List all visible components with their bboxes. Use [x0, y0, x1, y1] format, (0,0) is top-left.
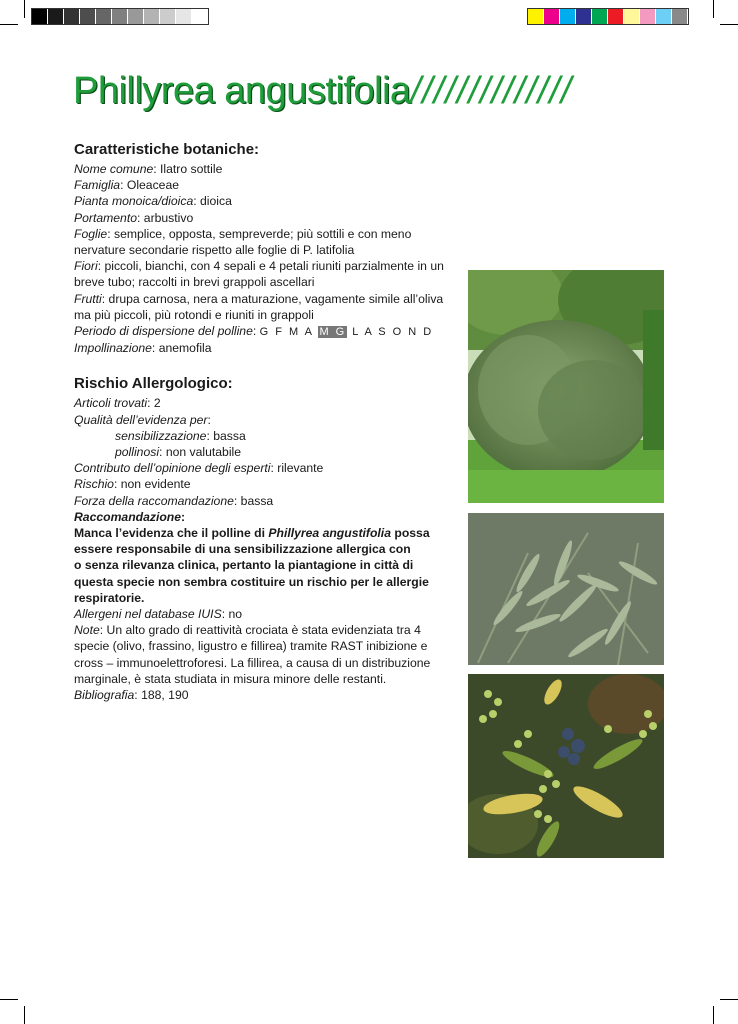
famiglia-line: [74, 177, 454, 193]
field-value: : rilevante: [270, 461, 324, 476]
field-label: Raccomandazione: [74, 509, 182, 524]
racc-label-line: [74, 509, 454, 525]
crop-mark: [713, 1006, 714, 1024]
field-value: : non valutabile: [159, 445, 242, 460]
racc-line-2: essere responsabile di una sensibilizzazione allergica con: [74, 542, 411, 557]
color-swatch: [48, 9, 64, 24]
field-label: Periodo di dispersione del polline: [74, 324, 253, 339]
field-value: : drupa carnosa, nera a maturazione, vagamente simile all’oliva: [101, 291, 444, 306]
field-label: Forza della raccomandazione: [74, 493, 234, 508]
field-value: : non evidente: [113, 477, 191, 492]
field-label: sensibilizzazione: [115, 428, 207, 443]
field-label: Articoli trovati: [74, 396, 148, 411]
field-value: : dioica: [193, 194, 232, 209]
frutti-line-2: ma più piccoli, più rotondi e riuniti in grappoli: [74, 307, 314, 322]
months-after: L A S O N D: [347, 326, 434, 339]
fiori-line-2: breve tubo; raccolti in brevi grappoli ascellari: [74, 275, 315, 290]
color-swatch: [112, 9, 128, 24]
nome-line: [74, 161, 454, 177]
field-label: Contributo dell’opinione degli esperti: [74, 461, 271, 476]
shrub-photo: [468, 270, 664, 503]
color-swatch: [64, 9, 80, 24]
fruits-photo: [468, 674, 664, 858]
foglie-line: [74, 226, 454, 242]
field-value: :: [207, 412, 211, 427]
poll-line: [74, 444, 454, 460]
months-before: G F M A: [259, 326, 319, 339]
qualita-line: [74, 412, 454, 428]
color-swatch: [96, 9, 112, 24]
field-label: Bibliografia: [74, 688, 135, 703]
field-label: Pianta monoica/dioica: [74, 194, 194, 209]
crop-mark: [720, 999, 738, 1000]
field-label: Nome comune: [74, 162, 154, 176]
color-swatch: [592, 9, 608, 24]
color-swatch: [32, 9, 48, 24]
field-label: pollinosi: [115, 445, 160, 460]
color-calibration-strip: [527, 8, 689, 25]
leaves-photo: [468, 513, 664, 665]
color-swatch: [624, 9, 640, 24]
crop-mark: [0, 999, 18, 1000]
field-value: : bassa: [233, 493, 274, 508]
field-value: : anemofila: [151, 341, 212, 356]
impoll-line: [74, 340, 454, 356]
field-value: : piccoli, bianchi, con 4 sepali e 4 petali riuniti parzialmente in un: [97, 259, 444, 274]
racc-text: Manca l’evidenza che il polline di: [74, 526, 269, 541]
color-swatch: [176, 9, 192, 24]
note-line-4: marginale, è stata studiata in misura minore delle restanti.: [74, 671, 387, 686]
field-value: : bassa: [206, 428, 246, 443]
portamento-line: [74, 210, 454, 226]
field-value: : no: [221, 607, 243, 622]
color-swatch: [160, 9, 176, 24]
description-text: [74, 140, 454, 703]
biblio-line: [74, 687, 454, 703]
field-value: : arbustivo: [137, 210, 194, 225]
rischio-line: [74, 476, 454, 492]
frutti-line: [74, 291, 454, 307]
color-swatch: [560, 9, 576, 24]
forza-line: [74, 493, 454, 509]
field-value: : Un alto grado di reattività crociata è stata evidenziata tra 4: [99, 623, 421, 638]
note-line: [74, 622, 454, 638]
field-label: Note: [74, 623, 100, 638]
racc-line-3: o senza rilevanza clinica, pertanto la piantagione in città di: [74, 558, 414, 573]
foglie-line-2: nervature secondarie rispetto alle foglie di P. latifolia: [74, 243, 355, 258]
color-swatch: [192, 9, 208, 24]
note-line-2: specie (olivo, frassino, ligustro e fillirea) tramite RAST inibizione e: [74, 639, 428, 654]
field-label: Qualità dell’evidenza per: [74, 412, 208, 427]
field-label: Frutti: [74, 291, 102, 306]
species-name: Phillyrea angustifolia: [268, 526, 391, 541]
months-selected: M G: [319, 326, 347, 339]
field-value: : semplice, opposta, sempreverde; più sottili e con meno: [107, 226, 412, 241]
racc-line-4: questa specie non sembra costituire un rischio per le allergie: [74, 574, 429, 589]
color-swatch: [80, 9, 96, 24]
contrib-line: [74, 460, 454, 476]
field-label: Fiori: [74, 259, 98, 274]
periodo-line: [74, 323, 454, 340]
crop-mark: [720, 24, 738, 25]
color-swatch: [544, 9, 560, 24]
field-label: Foglie: [74, 226, 108, 241]
racc-line-1: [74, 525, 454, 541]
field-label: Allergeni nel database IUIS: [74, 607, 222, 622]
articoli-line: [74, 395, 454, 411]
fiori-line: [74, 258, 454, 274]
racc-text: possa: [390, 526, 430, 541]
colon: :: [252, 324, 260, 339]
field-value: : 2: [147, 396, 161, 411]
crop-mark: [713, 0, 714, 18]
pollen-months: [260, 326, 434, 338]
field-label: Famiglia: [74, 178, 121, 193]
field-value: : Ilatro sottile: [153, 162, 223, 176]
sens-line: [74, 428, 454, 444]
page-title: [73, 70, 572, 113]
colon: :: [181, 509, 186, 524]
field-label: Portamento: [74, 210, 138, 225]
iuis-line: [74, 606, 454, 622]
field-label: Impollinazione: [74, 341, 152, 356]
color-swatch: [672, 9, 688, 24]
note-line-3: cross – immunoelettroforesi. La fillirea, a causa di un distribuzione: [74, 655, 431, 670]
pianta-line: [74, 193, 454, 209]
field-value: : 188, 190: [134, 688, 189, 703]
crop-mark: [24, 1006, 25, 1024]
color-swatch: [128, 9, 144, 24]
field-value: : Oleaceae: [120, 178, 180, 193]
racc-line-5: respiratorie.: [74, 590, 145, 605]
color-swatch: [144, 9, 160, 24]
color-swatch: [608, 9, 624, 24]
allergy-heading: Rischio Allergologico:: [74, 375, 233, 393]
color-swatch: [576, 9, 592, 24]
crop-mark: [0, 24, 18, 25]
color-swatch: [656, 9, 672, 24]
field-label: Rischio: [74, 477, 114, 492]
color-swatch: [528, 9, 544, 24]
color-swatch: [640, 9, 656, 24]
botany-heading: Caratteristiche botaniche:: [74, 141, 260, 158]
gray-calibration-strip: [31, 8, 209, 25]
crop-mark: [24, 0, 25, 18]
species-title: Phillyrea angustifolia: [73, 70, 411, 112]
title-decoration: //////////////: [410, 70, 573, 112]
